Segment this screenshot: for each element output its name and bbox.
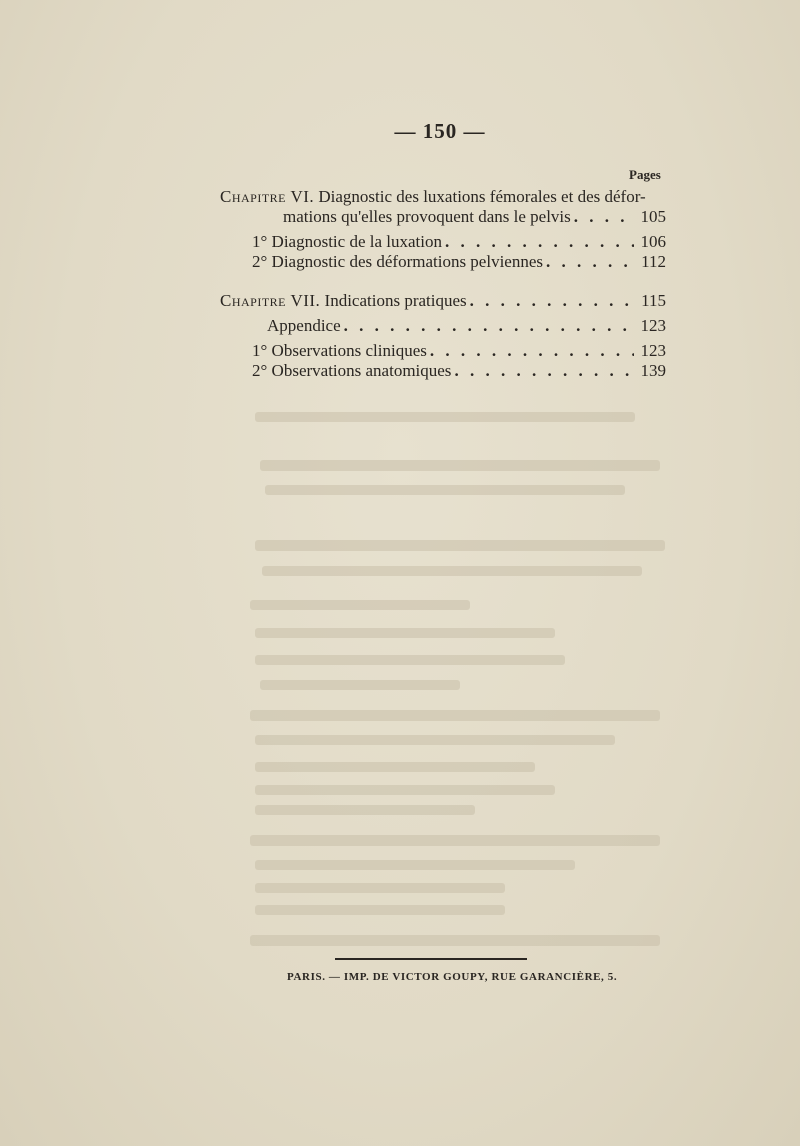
chapter-6-page: 105 xyxy=(640,207,666,226)
toc-entry xyxy=(252,361,666,381)
toc-entry-text: 2° Observations anatomiques xyxy=(252,361,452,380)
footer-rule xyxy=(335,958,527,960)
chapter-7-title: Indications pratiques xyxy=(324,291,467,310)
toc-entry xyxy=(252,252,666,272)
chapter-6-title-line2: mations qu'elles provoquent dans le pelvis xyxy=(283,207,571,226)
appendix-page: 123 xyxy=(640,316,666,335)
toc-entry-page: 139 xyxy=(640,361,666,380)
toc-chapter-6-line1 xyxy=(220,187,646,207)
chapter-7-label: Chapitre VII. xyxy=(220,291,321,310)
toc-entry xyxy=(252,232,666,252)
toc-entry-text: 2° Diagnostic des déformations pelviennes xyxy=(252,252,544,271)
pages-column-label: Pages xyxy=(629,167,661,182)
toc-entry-page: 123 xyxy=(640,341,666,360)
leader-dots xyxy=(445,232,634,252)
leader-dots xyxy=(454,361,634,381)
leader-dots xyxy=(470,291,634,311)
leader-dots xyxy=(574,207,634,227)
leader-dots xyxy=(344,316,634,336)
appendix-text: Appendice xyxy=(267,316,341,335)
toc-entry xyxy=(252,341,666,361)
toc-entry-page: 106 xyxy=(640,232,666,251)
page-number: — 150 — xyxy=(394,119,486,143)
printer-imprint: PARIS. — IMP. DE VICTOR GOUPY, RUE GARANCIÈRE, 5. xyxy=(287,971,618,983)
toc-chapter-7 xyxy=(220,291,666,311)
leader-dots xyxy=(546,252,634,272)
toc-appendix xyxy=(267,316,666,336)
toc-entry-page: 112 xyxy=(641,252,666,271)
chapter-7-page: 115 xyxy=(641,291,666,310)
chapter-7-heading xyxy=(220,291,467,311)
chapter-6-title-line1: Diagnostic des luxations fémorales et des défor- xyxy=(318,187,646,206)
toc-entry-text: 1° Observations cliniques xyxy=(252,341,427,360)
chapter-6-label: Chapitre VI. xyxy=(220,187,315,206)
leader-dots xyxy=(430,341,634,361)
toc-chapter-6-line2 xyxy=(283,207,666,227)
toc-entry-text: 1° Diagnostic de la luxation xyxy=(252,232,442,251)
